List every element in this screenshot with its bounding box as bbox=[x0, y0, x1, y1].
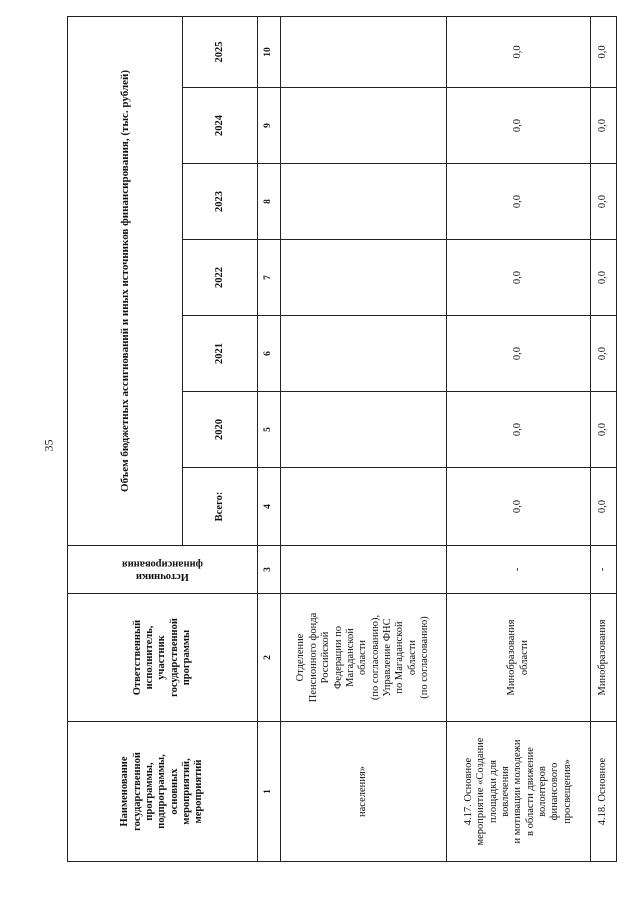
row-value bbox=[281, 88, 447, 164]
row-value: 0,0 bbox=[447, 240, 591, 316]
row-value: 0,0 bbox=[447, 392, 591, 468]
row-value: 0,0 bbox=[591, 392, 617, 468]
row-value bbox=[281, 468, 447, 546]
header-year: 2020 bbox=[183, 392, 258, 468]
row-value: 0,0 bbox=[591, 316, 617, 392]
row-value: 0,0 bbox=[591, 16, 617, 87]
budget-table bbox=[67, 16, 617, 862]
row-value bbox=[281, 164, 447, 240]
header-source-text: Источники финансирования bbox=[122, 558, 203, 582]
header-year: 2025 bbox=[183, 16, 258, 87]
header-budget: Объем бюджетных ассигнований и иных источников финансирования, (тыс. рублей) bbox=[68, 16, 183, 545]
row-source: - bbox=[447, 546, 591, 594]
header-year: 2022 bbox=[183, 240, 258, 316]
header-year: 2021 bbox=[183, 316, 258, 392]
row-executor: Минобразования области bbox=[447, 594, 591, 722]
row-value: 0,0 bbox=[591, 164, 617, 240]
row-value: 0,0 bbox=[591, 240, 617, 316]
row-value: 0,0 bbox=[447, 468, 591, 546]
header-source bbox=[68, 546, 258, 594]
col-number: 7 bbox=[258, 240, 281, 316]
row-value: 0,0 bbox=[447, 88, 591, 164]
row-value bbox=[281, 392, 447, 468]
table-row bbox=[591, 16, 617, 861]
col-number: 1 bbox=[258, 722, 281, 862]
header-executor: Ответственный исполнитель, участник государственной программы bbox=[68, 594, 258, 722]
row-value: 0,0 bbox=[447, 164, 591, 240]
page-number: 35 bbox=[41, 439, 56, 452]
row-value: 0,0 bbox=[591, 468, 617, 546]
row-executor: Минобразования bbox=[591, 594, 617, 722]
row-source: - bbox=[591, 546, 617, 594]
row-name: 4.18. Основное bbox=[591, 722, 617, 862]
header-year: 2024 bbox=[183, 88, 258, 164]
table-row bbox=[281, 16, 447, 861]
col-number: 6 bbox=[258, 316, 281, 392]
rotated-table-container bbox=[67, 17, 617, 862]
row-value bbox=[281, 16, 447, 87]
column-number-row bbox=[258, 16, 281, 861]
col-number: 3 bbox=[258, 546, 281, 594]
row-value: 0,0 bbox=[447, 316, 591, 392]
row-name: населения» bbox=[281, 722, 447, 862]
row-value bbox=[281, 240, 447, 316]
row-value: 0,0 bbox=[591, 88, 617, 164]
header-year: Всего: bbox=[183, 468, 258, 546]
row-value bbox=[281, 316, 447, 392]
col-number: 5 bbox=[258, 392, 281, 468]
col-number: 4 bbox=[258, 468, 281, 546]
header-name: Наименование государственной программы, подпрограммы, основных мероприятий, мероприятий bbox=[68, 722, 258, 862]
header-year: 2023 bbox=[183, 164, 258, 240]
col-number: 10 bbox=[258, 16, 281, 87]
row-value: 0,0 bbox=[447, 16, 591, 87]
row-executor: Отделение Пенсионного фонда Российской Федерации по Магаданской области (по согласованию), Управление ФНС по Магаданской области (по согласованию) bbox=[281, 594, 447, 722]
col-number: 2 bbox=[258, 594, 281, 722]
header-row-1 bbox=[68, 16, 183, 861]
col-number: 8 bbox=[258, 164, 281, 240]
row-source bbox=[281, 546, 447, 594]
col-number: 9 bbox=[258, 88, 281, 164]
row-name: 4.17. Основное мероприятие «Создание площадки для вовлечения и мотивации молодежи в области движение волонтеров финансового просвещения» bbox=[447, 722, 591, 862]
table-row bbox=[447, 16, 591, 861]
